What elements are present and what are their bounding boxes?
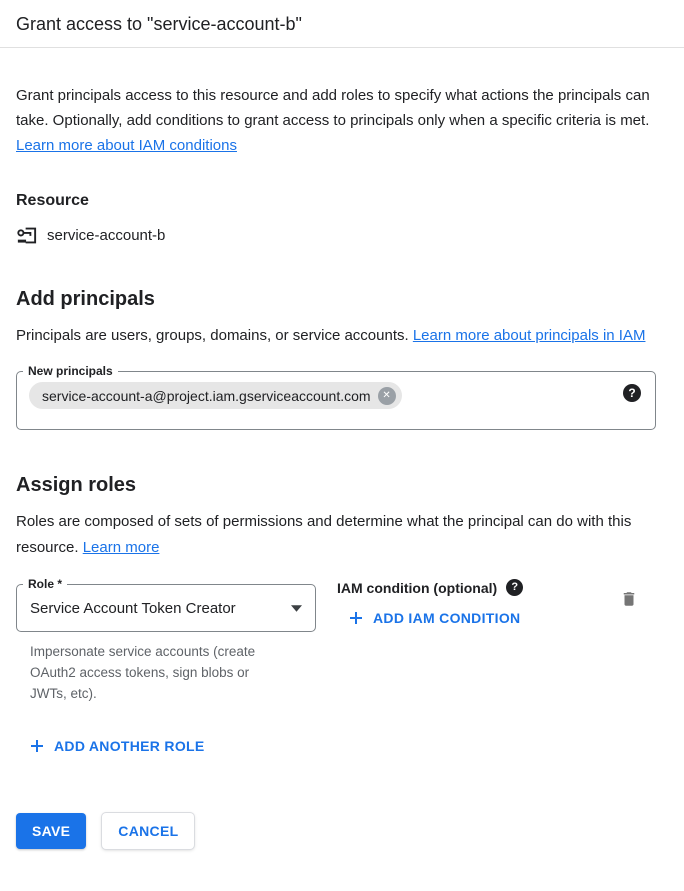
add-principals-description bbox=[16, 323, 668, 349]
plus-icon bbox=[349, 611, 363, 625]
principals-learn-more-link[interactable]: Learn more about principals in IAM bbox=[412, 327, 646, 344]
new-principals-input-area[interactable] bbox=[17, 378, 655, 429]
iam-condition-label-row bbox=[337, 579, 618, 596]
dropdown-arrow-icon bbox=[291, 605, 302, 612]
role-column bbox=[16, 577, 316, 704]
plus-icon bbox=[30, 739, 44, 753]
delete-role-button[interactable] bbox=[618, 587, 640, 611]
principal-chip-label: service-account-a@project.iam.gserviceaccount.com bbox=[42, 387, 371, 404]
service-account-icon bbox=[16, 226, 37, 245]
save-button[interactable]: SAVE bbox=[16, 813, 86, 849]
role-row bbox=[16, 577, 668, 704]
add-principals-heading: Add principals bbox=[16, 288, 155, 310]
add-iam-condition-label: ADD IAM CONDITION bbox=[373, 610, 521, 626]
dialog-title: Grant access to "service-account-b" bbox=[16, 14, 302, 34]
cancel-button[interactable]: CANCEL bbox=[102, 813, 194, 849]
principals-help-icon[interactable]: ? bbox=[623, 384, 641, 402]
iam-conditions-learn-more-link[interactable]: Learn more about IAM conditions bbox=[16, 137, 237, 154]
add-iam-condition-button[interactable] bbox=[349, 610, 520, 626]
resource-row bbox=[16, 226, 668, 245]
trash-icon bbox=[620, 589, 638, 609]
role-select-field[interactable] bbox=[16, 577, 316, 632]
resource-name: service-account-b bbox=[47, 227, 166, 244]
role-helper-text: Impersonate service accounts (create OAuth2 access tokens, sign blobs or JWTs, etc). bbox=[30, 644, 256, 701]
dialog-header bbox=[0, 0, 684, 48]
intro-text bbox=[16, 83, 668, 158]
assign-roles-text-span: Roles are composed of sets of permissions and determine what the principal can do with this resource. bbox=[16, 513, 632, 556]
role-field-label: Role * bbox=[28, 577, 63, 591]
assign-roles-description bbox=[16, 509, 668, 561]
assign-roles-heading: Assign roles bbox=[16, 474, 137, 496]
add-principals-text-span: Principals are users, groups, domains, or service accounts. bbox=[16, 327, 413, 344]
dialog-body bbox=[0, 83, 684, 849]
chip-remove-icon[interactable]: ✕ bbox=[378, 387, 396, 405]
role-selected-value: Service Account Token Creator bbox=[30, 599, 236, 617]
resource-heading: Resource bbox=[16, 192, 89, 209]
iam-condition-column bbox=[337, 577, 618, 630]
iam-condition-help-icon[interactable]: ? bbox=[506, 579, 523, 596]
new-principals-label: New principals bbox=[28, 364, 113, 378]
new-principals-field[interactable] bbox=[16, 364, 656, 430]
principal-chip bbox=[29, 382, 402, 409]
add-another-role-label: ADD ANOTHER ROLE bbox=[54, 738, 205, 754]
iam-condition-label: IAM condition (optional) bbox=[337, 579, 498, 596]
add-another-role-button[interactable] bbox=[30, 738, 205, 754]
intro-text-span: Grant principals access to this resource and add roles to specify what actions the principals can take. Optionally, add conditions to grant access to principals only when a specific criteria is met. bbox=[16, 87, 650, 129]
role-select-control[interactable] bbox=[17, 591, 315, 631]
roles-learn-more-link[interactable]: Learn more bbox=[82, 539, 160, 556]
dialog-actions bbox=[16, 813, 668, 849]
